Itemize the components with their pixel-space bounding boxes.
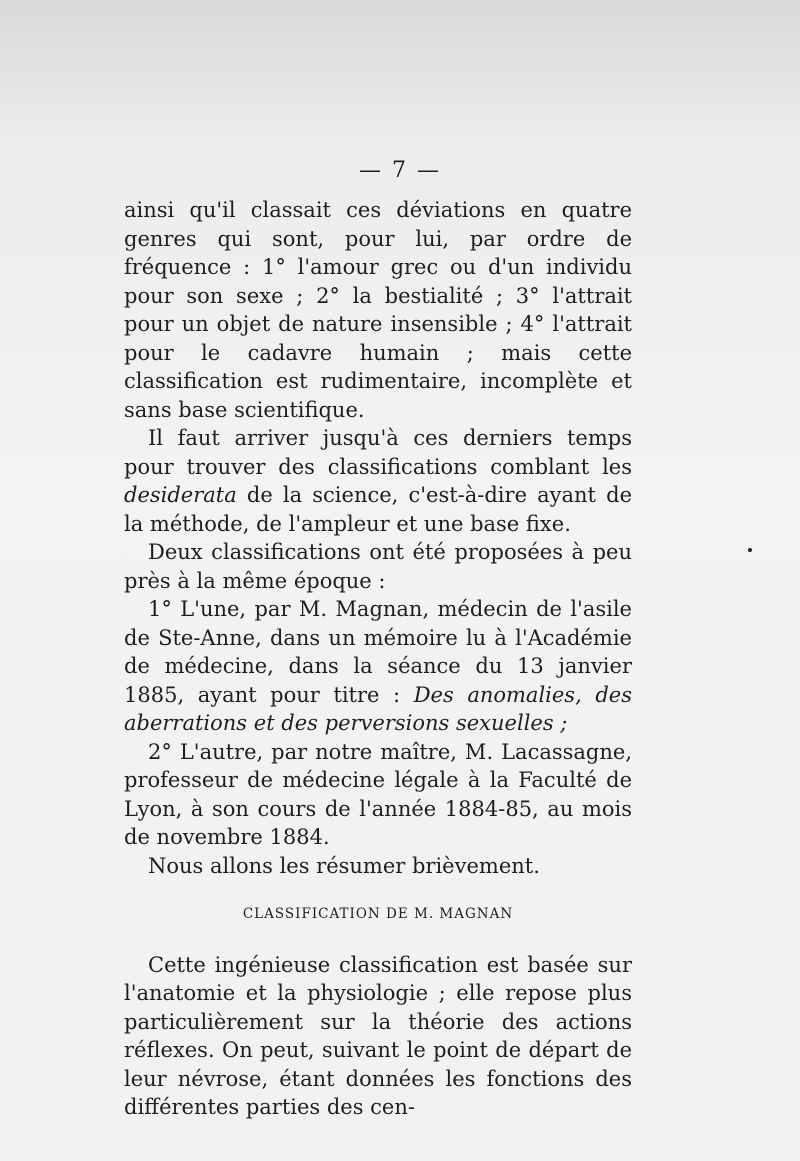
page-number: — 7 —	[359, 158, 441, 183]
paragraph-5: 2° L'autre, par notre maître, M. Lacassagne, professeur de médecine légale à la Faculté de Lyon, à son cours de l'année 1884-85, au mois de novembre 1884.	[124, 739, 632, 849]
body-text	[124, 196, 632, 1122]
paragraph-7: Cette ingénieuse classification est basée sur l'anatomie et la physiologie ; elle repose plus particulièrement sur la théorie des actions réflexes. On peut, suivant le point de départ de leur névrose, étant données les fonctions des différentes parties des cen-	[124, 952, 632, 1119]
paragraph-2-start: Il faut arriver jusqu'à ces derniers temps pour trouver des classifications comblant les	[124, 426, 632, 479]
paragraph-2-end: de la science, c'est-à-dire ayant de la méthode, de l'ampleur et une base fixe.	[124, 483, 632, 536]
paragraph-1: ainsi qu'il classait ces déviations en quatre genres qui sont, pour lui, par ordre de fréquence : 1° l'amour grec ou d'un individu pour son sexe ; 2° la bestialité ; 3° l'attrait pour un objet de nature insensible ; 4° l'attrait pour le cadavre humain ; mais cette classification est rudimentaire, incomplète et sans base scientifique.	[124, 198, 632, 422]
paragraph-2-italic: desiderata	[124, 483, 237, 507]
paragraph-4-title: Des anomalies, des aberrations et des perversions sexuelles ;	[124, 682, 632, 735]
paragraph-4-start: 1° L'une, par M. Magnan, médecin de l'asile de Ste-Anne, dans un mémoire lu à l'Académie de médecine, dans la séance du 13 janvier 1885, ayant pour titre :	[124, 597, 632, 707]
paragraph-3: Deux classifications ont été proposées à peu près à la même époque :	[124, 540, 632, 593]
paragraph-6: Nous allons les résumer brièvement.	[148, 853, 540, 878]
section-heading: CLASSIFICATION DE M. MAGNAN	[242, 906, 514, 922]
paragraph-2	[124, 424, 632, 538]
ink-speck	[748, 548, 752, 552]
paragraph-4	[124, 595, 632, 738]
